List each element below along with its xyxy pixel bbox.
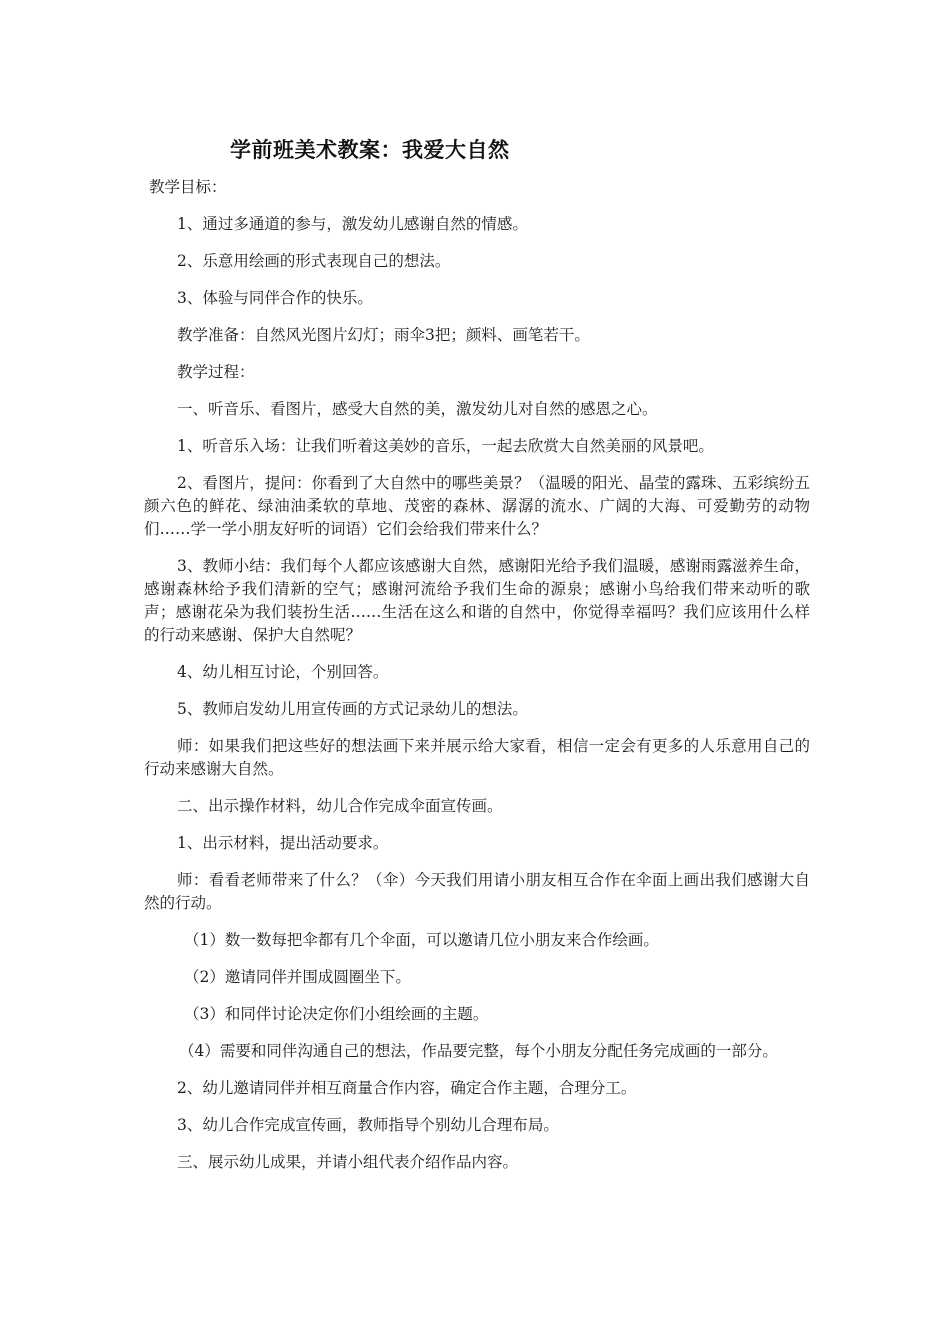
paragraph: 1、通过多通道的参与，激发幼儿感谢自然的情感。: [177, 215, 528, 233]
section-heading-objectives: 教学目标：: [149, 178, 227, 196]
list-item: （1）数一数每把伞都有几个伞面，可以邀请几位小朋友来合作绘画。: [184, 931, 659, 949]
document-body: [144, 176, 810, 1188]
paragraph: 师：看看老师带来了什么？（伞）今天我们用请小朋友相互合作在伞面上画出我们感谢大自然的行动。: [144, 871, 810, 912]
list-item: （3）和同伴讨论决定你们小组绘画的主题。: [184, 1005, 489, 1023]
paragraph: 1、听音乐入场：让我们听着这美妙的音乐，一起去欣赏大自然美丽的风景吧。: [177, 437, 714, 455]
paragraph: 5、教师启发幼儿用宣传画的方式记录幼儿的想法。: [177, 700, 528, 718]
paragraph: 3、教师小结：我们每个人都应该感谢大自然，感谢阳光给予我们温暖，感谢雨露滋养生命，感谢森林给予我们清新的空气；感谢河流给予我们生命的源泉；感谢小鸟给我们带来动听的歌声；感谢花朵为我们装扮生活……生活在这么和谐的自然中，你觉得幸福吗？我们应该用什么样的行动来感谢、保护大自然呢？: [144, 557, 810, 644]
paragraph: 3、体验与同伴合作的快乐。: [177, 289, 373, 307]
document-title: 学前班美术教案：我爱大自然: [230, 137, 510, 162]
paragraph: 1、出示材料，提出活动要求。: [177, 834, 389, 852]
paragraph: 4、幼儿相互讨论，个别回答。: [177, 663, 389, 681]
paragraph: 3、幼儿合作完成宣传画，教师指导个别幼儿合理布局。: [177, 1116, 559, 1134]
paragraph: 师：如果我们把这些好的想法画下来并展示给大家看，相信一定会有更多的人乐意用自己的行动来感谢大自然。: [144, 737, 810, 778]
paragraph: 二、出示操作材料，幼儿合作完成伞面宣传画。: [177, 797, 503, 815]
paragraph-preparation: 教学准备：自然风光图片幻灯；雨伞3把；颜料、画笔若干。: [177, 326, 590, 344]
paragraph: 2、乐意用绘画的形式表现自己的想法。: [177, 252, 451, 270]
list-item: （2）邀请同伴并围成圆圈坐下。: [184, 968, 411, 986]
paragraph: 一、听音乐、看图片，感受大自然的美，激发幼儿对自然的感恩之心。: [177, 400, 658, 418]
paragraph: 2、看图片，提问：你看到了大自然中的哪些美景？（温暖的阳光、晶莹的露珠、五彩缤纷五颜六色的鲜花、绿油油柔软的草地、茂密的森林、潺潺的流水、广阔的大海、可爱勤劳的动物们……学一学小朋友好听的词语）它们会给我们带来什么？: [144, 474, 810, 538]
paragraph: 三、展示幼儿成果，并请小组代表介绍作品内容。: [177, 1153, 519, 1171]
section-heading-process: 教学过程：: [177, 363, 255, 381]
list-item: （4）需要和同伴沟通自己的想法，作品要完整，每个小朋友分配任务完成画的一部分。: [179, 1042, 778, 1060]
paragraph: 2、幼儿邀请同伴并相互商量合作内容，确定合作主题，合理分工。: [177, 1079, 637, 1097]
